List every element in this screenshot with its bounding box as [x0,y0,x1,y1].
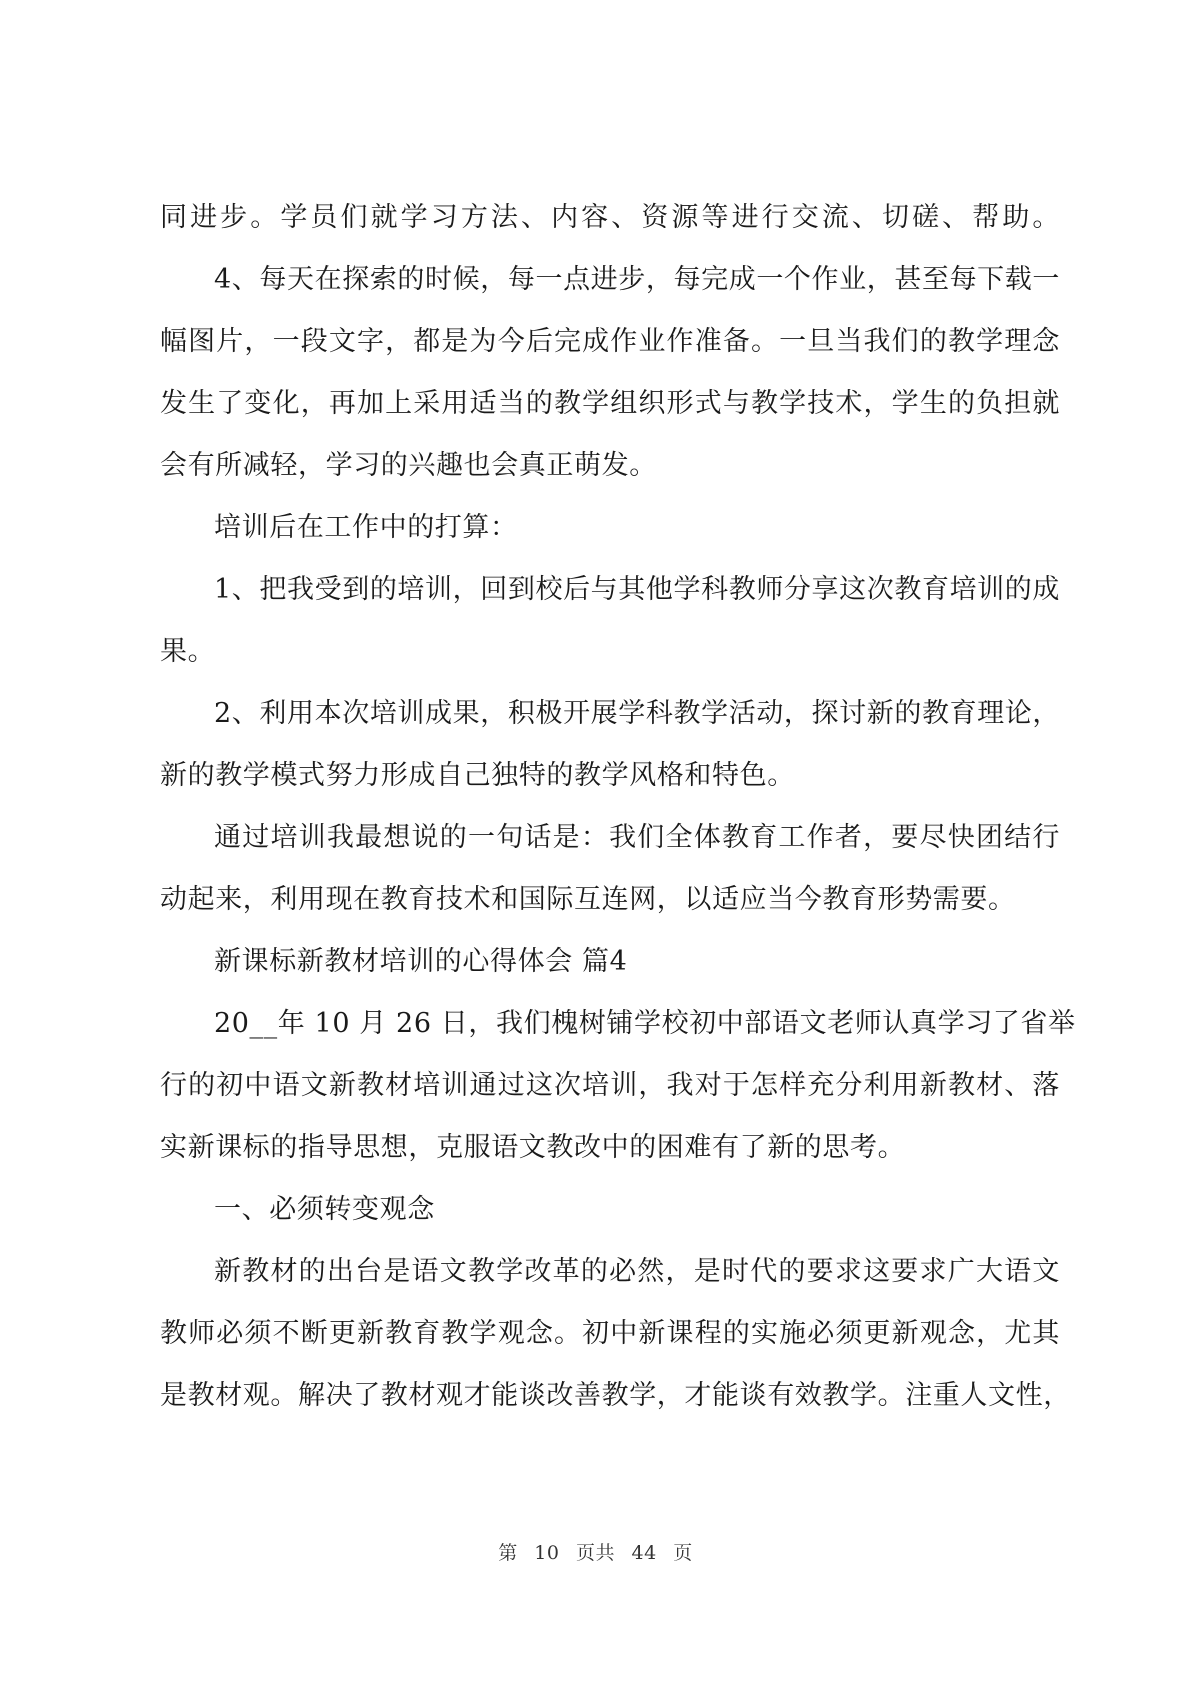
paragraph-line: 4、每天在探索的时候，每一点进步，每完成一个作业，甚至每下载一 [214,264,1060,295]
paragraph-line: 果。 [160,636,216,667]
paragraph-line: 通过培训我最想说的一句话是：我们全体教育工作者，要尽快团结行 [214,822,1060,853]
paragraph-line: 动起来，利用现在教育技术和国际互连网，以适应当今教育形势需要。 [160,884,1016,915]
paragraph-line: 2、利用本次培训成果，积极开展学科教学活动，探讨新的教育理论， [214,698,1060,729]
paragraph-line: 实新课标的指导思想，克服语文教改中的困难有了新的思考。 [160,1132,906,1163]
section-heading: 一、必须转变观念 [214,1194,435,1225]
paragraph-line: 新的教学模式努力形成自己独特的教学风格和特色。 [160,760,795,791]
paragraph-line: 是教材观。解决了教材观才能谈改善教学，才能谈有效教学。注重人文性， [160,1380,1071,1411]
page-number-footer: 第 10 页共 44 页 [498,1542,693,1564]
article-title: 新课标新教材培训的心得体会 篇4 [214,946,628,977]
paragraph-line: 行的初中语文新教材培训通过这次培训，我对于怎样充分利用新教材、落 [160,1070,1060,1101]
paragraph-line: 教师必须不断更新教育教学观念。初中新课程的实施必须更新观念，尤其 [160,1318,1060,1349]
paragraph-line: 20__年 10 月 26 日，我们槐树铺学校初中部语文老师认真学习了省举 [214,1008,1076,1039]
paragraph-line: 新教材的出台是语文教学改革的必然，是时代的要求这要求广大语文 [214,1256,1060,1287]
paragraph-line: 发生了变化，再加上采用适当的教学组织形式与教学技术，学生的负担就 [160,388,1060,419]
paragraph-line: 会有所减轻，学习的兴趣也会真正萌发。 [160,450,657,481]
paragraph-line: 同进步。学员们就学习方法、内容、资源等进行交流、切磋、帮助。 [160,202,1060,233]
paragraph-line: 幅图片，一段文字，都是为今后完成作业作准备。一旦当我们的教学理念 [160,326,1060,357]
paragraph-line: 1、把我受到的培训，回到校后与其他学科教师分享这次教育培训的成 [214,574,1060,605]
section-heading: 培训后在工作中的打算： [214,512,518,543]
